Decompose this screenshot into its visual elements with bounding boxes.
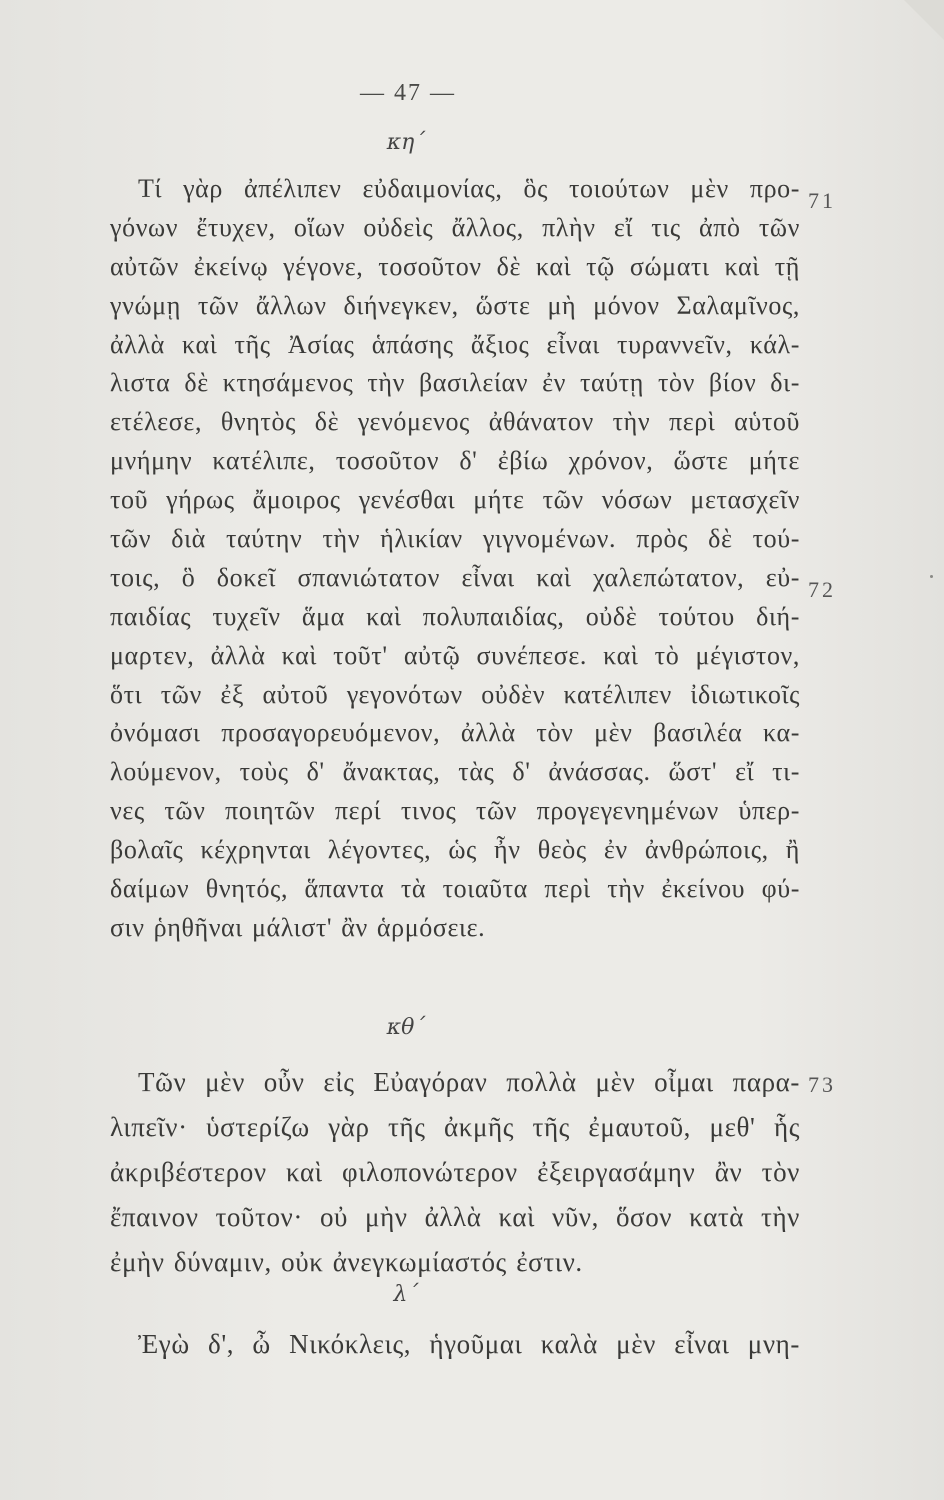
margin-number-72: 72 <box>808 577 836 602</box>
text-line: δαίμων θνητός, ἅπαντα τὰ τοιαῦτα περὶ τὴν ἐκείνου φύ- <box>110 874 800 904</box>
text-line: ἐμὴν δύναμιν, οὐκ ἀνεγκωμίαστός ἐστιν. <box>110 1247 583 1277</box>
text-line: τοῦ γήρως ἄμοιρος γενέσθαι μήτε τῶν νόσων μετασχεῖν <box>110 485 800 515</box>
text-line: λούμενον, τοὺς δ' ἄνακτας, τὰς δ' ἀνάσσας. ὥστ' εἴ τι- <box>110 757 800 787</box>
text-line: τοις, ὃ δοκεῖ σπανιώτατον εἶναι καὶ χαλεπώτατον, εὐ- <box>110 562 800 592</box>
text-line: Τί γὰρ ἀπέλιπεν εὐδαιμονίας, ὃς τοιούτων μὲν προ- <box>138 174 800 203</box>
paper-speck <box>930 575 933 578</box>
section-heading-30: λ΄ <box>393 1282 419 1307</box>
page-number: — 47 — <box>360 80 456 106</box>
text-line: τῶν διὰ ταύτην τὴν ἡλικίαν γιγνομένων. πρὸς δὲ τού- <box>110 524 800 554</box>
text-line: ὅτι τῶν ἐξ αὐτοῦ γεγονότων οὐδὲν κατέλιπεν ἰδιωτικοῖς <box>110 679 800 709</box>
text-line: γόνων ἔτυχεν, οἵων οὐδεὶς ἄλλος, πλὴν εἴ τις ἀπὸ τῶν <box>110 212 800 242</box>
text-line: νες τῶν ποιητῶν περί τινος τῶν προγεγενημένων ὑπερ- <box>110 796 800 826</box>
text-line: λιστα δὲ κτησάμενος τὴν βασιλείαν ἐν ταύτῃ τὸν βίον δι- <box>110 368 800 398</box>
paragraph-28 <box>110 170 800 948</box>
text-line: ἀκριβέστερον καὶ φιλοπονώτερον ἐξειργασάμην ἂν τὸν <box>110 1157 800 1187</box>
text-line: ετέλεσε, θνητὸς δὲ γενόμενος ἀθάνατον τὴν περὶ αὑτοῦ <box>110 407 800 437</box>
text-line: γνώμῃ τῶν ἄλλων διήνεγκεν, ὥστε μὴ μόνον Σαλαμῖνος, <box>110 290 800 320</box>
text-line: ἔπαινον τοῦτον· οὐ μὴν ἀλλὰ καὶ νῦν, ὅσον κατὰ τὴν <box>110 1202 800 1232</box>
section-heading-29: κθ΄ <box>386 1015 426 1040</box>
page-corner-fold <box>904 0 944 40</box>
text-line: ἀλλὰ καὶ τῆς Ἀσίας ἁπάσης ἄξιος εἶναι τυραννεῖν, κάλ- <box>110 329 800 359</box>
text-line: μαρτεν, ἀλλὰ καὶ τοῦτ' αὐτῷ συνέπεσε. καὶ τὸ μέγιστον, <box>110 640 800 670</box>
text-line: σιν ῥηθῆναι μάλιστ' ἂν ἁρμόσειε. <box>110 912 486 942</box>
text-line: μνήμην κατέλιπε, τοσοῦτον δ' ἐβίω χρόνον, ὥστε μήτε <box>110 446 800 476</box>
paragraph-29 <box>110 1060 800 1285</box>
text-line: Τῶν μὲν οὖν εἰς Εὐαγόραν πολλὰ μὲν οἶμαι παρα- <box>138 1067 800 1097</box>
section-heading-28: κη΄ <box>386 130 426 155</box>
text-line: αὐτῶν ἐκείνῳ γέγονε, τοσοῦτον δὲ καὶ τῷ σώματι καὶ τῇ <box>110 251 800 281</box>
text-line: λιπεῖν· ὑστερίζω γὰρ τῆς ἀκμῆς τῆς ἐμαυτοῦ, μεθ' ἧς <box>110 1112 800 1142</box>
text-line: βολαῖς κέχρηνται λέγοντες, ὡς ἦν θεὸς ἐν ἀνθρώποις, ἢ <box>110 835 800 865</box>
text-line: Ἐγὼ δ', ὦ Νικόκλεις, ἡγοῦμαι καλὰ μὲν εἶναι μνη- <box>138 1329 800 1359</box>
margin-number-73: 73 <box>808 1072 836 1097</box>
text-line: ὀνόμασι προσαγορευόμενον, ἀλλὰ τὸν μὲν βασιλέα κα- <box>110 718 800 748</box>
margin-number-71: 71 <box>808 188 836 213</box>
text-line: παιδίας τυχεῖν ἅμα καὶ πολυπαιδίας, οὐδὲ τούτου διή- <box>110 601 800 631</box>
paragraph-30 <box>110 1322 800 1367</box>
